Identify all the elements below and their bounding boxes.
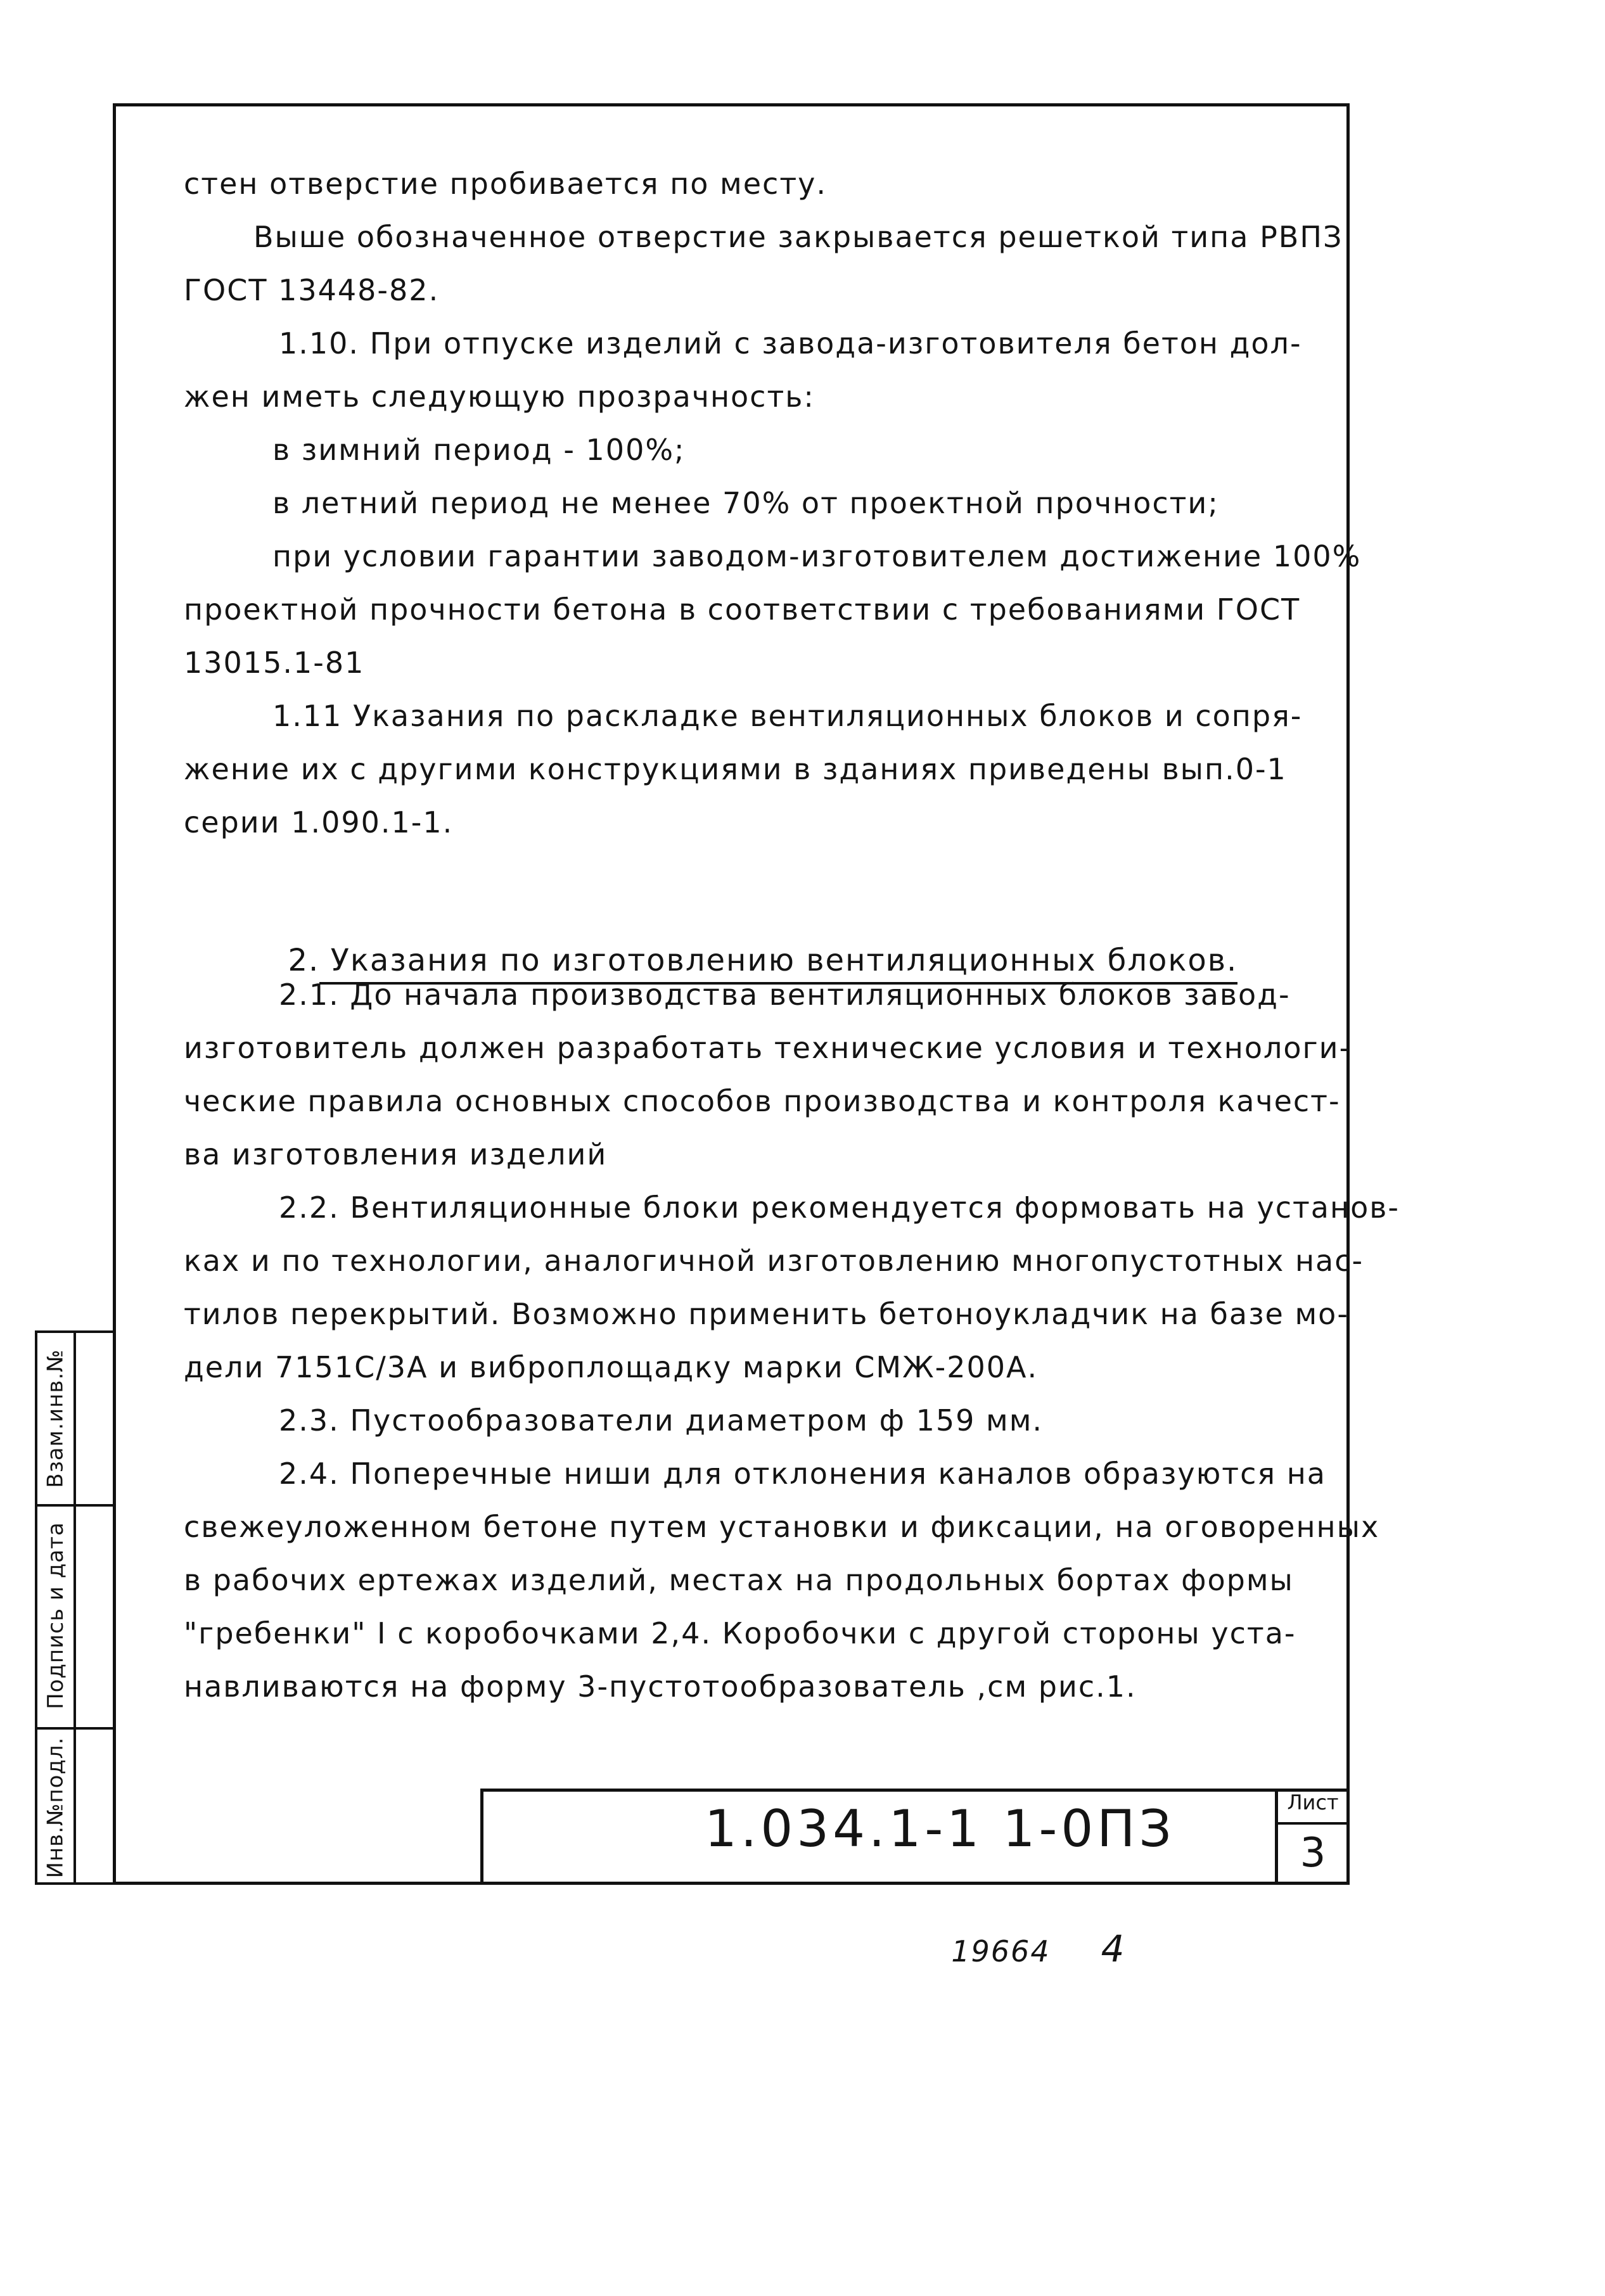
sheet-box-divider [1278, 1822, 1350, 1825]
section-number: 2. [288, 943, 320, 978]
text-line: тилов перекрытий. Возможно применить бетоноукладчик на базе мо- [184, 1297, 1349, 1331]
text-line: ва изготовления изделий [184, 1137, 608, 1171]
text-line: ках и по технологии, аналогичной изготовлению многопустотных нас- [184, 1244, 1364, 1278]
sheet-label: Лист [1287, 1790, 1339, 1814]
text-line: в летний период не менее 70% от проектной прочности; [272, 486, 1219, 520]
text-line: при условии гарантии заводом-изготовителем достижение 100% [272, 539, 1362, 573]
text-line: 13015.1-81 [184, 646, 365, 680]
text-line: изготовитель должен разработать технические условия и технологи- [184, 1031, 1352, 1065]
text-line: 1.11 Указания по раскладке вентиляционных блоков и сопря- [272, 699, 1303, 733]
strip-cell-replacement [37, 1333, 74, 1504]
text-line: свежеуложенном бетоне путем установки и фиксации, на оговоренных [184, 1510, 1380, 1544]
text-line: 2.2. Вентиляционные блоки рекомендуется формовать на установ- [279, 1190, 1400, 1225]
body-text-lower [184, 968, 1400, 1713]
text-line: 2.3. Пустообразователи диаметром ф 159 мм. [279, 1403, 1044, 1438]
text-line: в рабочих ертежах изделий, местах на продольных бортах формы [184, 1563, 1294, 1597]
strip-cell-original [37, 1727, 74, 1887]
strip-cell-signature [37, 1504, 74, 1727]
text-line: серии 1.090.1-1. [184, 805, 454, 839]
text-line: 2.4. Поперечные ниши для отклонения каналов образуются на [279, 1457, 1326, 1491]
page-number: 4 [1101, 1927, 1126, 1970]
inventory-code: 19664 [951, 1934, 1051, 1968]
text-line: ГОСТ 13448-82. [184, 273, 440, 307]
strip-label-replacement: Взам.инв.№ [42, 1349, 68, 1488]
section-title: Указания по изготовлению вентиляционных блоков. [319, 943, 1237, 985]
document-code: 1.034.1-1 1-0ПЗ [705, 1799, 1175, 1858]
inventory-number [930, 1893, 1126, 1970]
text-line: "гребенки" I с коробочками 2,4. Коробочки с другой стороны уста- [184, 1616, 1296, 1650]
strip-label-signature: Подпись и дата [42, 1522, 68, 1709]
text-line: стен отверстие пробивается по месту. [184, 167, 827, 201]
text-line: жен иметь следующую прозрачность: [184, 379, 815, 414]
sheet-number: 3 [1300, 1830, 1326, 1877]
text-line: навливаются на форму 3-пустотообразователь ,см рис.1. [184, 1669, 1137, 1704]
text-line: проектной прочности бетона в соответствии с требованиями ГОСТ [184, 592, 1301, 627]
approval-strip [35, 1330, 113, 1885]
text-line: Выше обозначенное отверстие закрывается решеткой типа РВПЗ [253, 220, 1343, 254]
text-line: дели 7151С/3А и виброплощадку марки СМЖ-200А. [184, 1350, 1039, 1384]
text-line: 1.10. При отпуске изделий с завода-изготовителя бетон дол- [279, 326, 1302, 360]
strip-label-original: Инв.№подл. [42, 1737, 68, 1878]
text-line: ческие правила основных способов производства и контроля качест- [184, 1084, 1341, 1118]
text-line: жение их с другими конструкциями в зданиях приведены вып.0-1 [184, 752, 1287, 786]
strip-column-divider [74, 1333, 76, 1882]
body-text-upper [184, 157, 1362, 849]
text-line: 2.1. До начала производства вентиляционных блоков завод- [279, 978, 1291, 1012]
text-line: в зимний период - 100%; [272, 433, 686, 467]
